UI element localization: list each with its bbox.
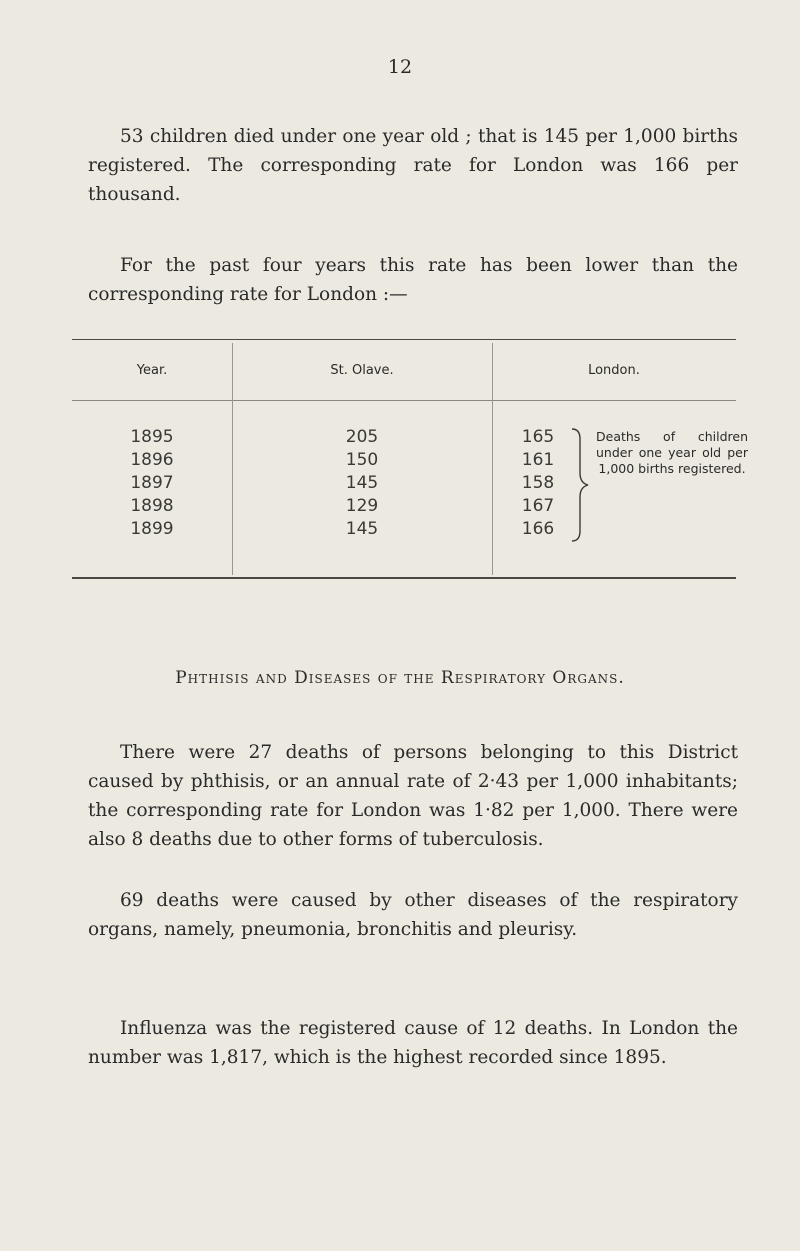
table-bottom-rule <box>72 577 736 579</box>
section-heading: Phthisis and Diseases of the Respiratory Organs. <box>175 668 625 688</box>
table-cell-london: 158 <box>521 473 555 493</box>
table-cell-year: 1899 <box>130 519 174 539</box>
header-london: London. <box>588 363 640 378</box>
header-year: Year. <box>136 363 168 378</box>
table-cell-st-olave: 129 <box>345 496 379 516</box>
table-header-rule <box>72 400 736 401</box>
paragraph-phthisis: There were 27 deaths of persons belonging to this District caused by phthisis, or an annual rate of 2·43 per 1,000 inhabitants; the corresponding rate for London was 1·82 per 1,000. There were also 8 deaths due to other forms of tuberculosis. <box>88 742 738 850</box>
table-cell-st-olave: 145 <box>345 519 379 539</box>
header-st-olave: St. Olave. <box>330 363 394 378</box>
infant-mortality-table <box>72 339 748 579</box>
paragraph-comparison-intro: For the past four years this rate has been lower than the corresponding rate for London :— <box>88 255 738 305</box>
table-cell-st-olave: 145 <box>345 473 379 493</box>
table-cell-st-olave: 150 <box>345 450 379 470</box>
table-cell-london: 167 <box>521 496 555 516</box>
table-cell-london: 161 <box>521 450 555 470</box>
table-cell-st-olave: 205 <box>345 427 379 447</box>
paragraph-infant-mortality: 53 children died under one year old ; that is 145 per 1,000 births registered. The corresponding rate for London was 166 per thousand. <box>88 126 738 205</box>
table-cell-year: 1897 <box>130 473 174 493</box>
curly-brace-icon <box>568 427 592 543</box>
paragraph-respiratory: 69 deaths were caused by other diseases of the respiratory organs, namely, pneumonia, bronchitis and pleurisy. <box>88 890 738 940</box>
table-top-rule <box>72 339 736 340</box>
table-cell-year: 1896 <box>130 450 174 470</box>
table-cell-london: 166 <box>521 519 555 539</box>
paragraph-influenza: Influenza was the registered cause of 12 deaths. In London the number was 1,817, which is the highest recorded since 1895. <box>88 1018 738 1068</box>
table-cell-london: 165 <box>521 427 555 447</box>
brace-note: Deaths of children under one year old per 1,000 births registered. <box>596 429 748 476</box>
table-cell-year: 1898 <box>130 496 174 516</box>
table-cell-year: 1895 <box>130 427 174 447</box>
page-number: 12 <box>387 56 413 78</box>
